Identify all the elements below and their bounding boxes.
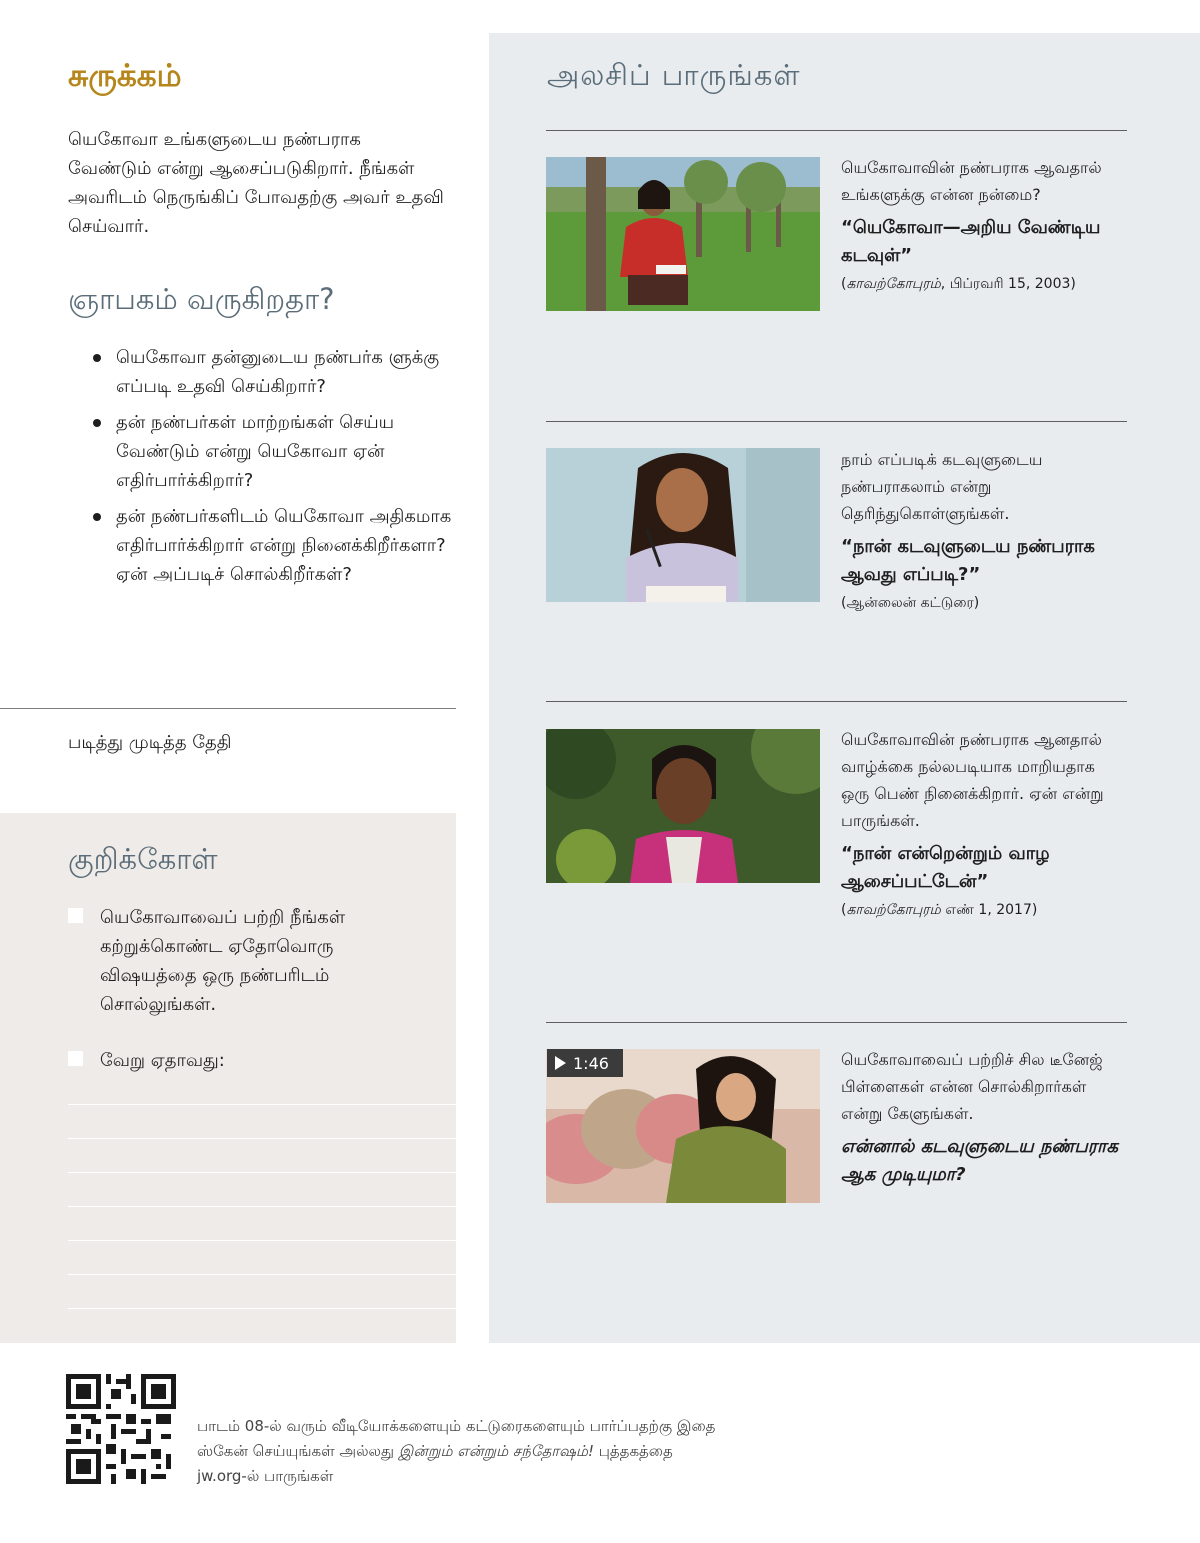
summary-title: சுருக்கம் <box>68 58 182 94</box>
resource-title-link[interactable]: “நான் கடவுளுடைய நண்பராக ஆவது எப்படி?” <box>841 536 1095 585</box>
resource-description: யெகோவாவைப் பற்றிச் சில டீனேஜ் பிள்ளைகள் என்ன சொல்கிறார்கள் என்று கேளுங்கள். <box>841 1050 1103 1123</box>
footer-text <box>197 1414 717 1489</box>
goal-title: குறிக்கோள் <box>68 842 218 876</box>
recall-item: யெகோவா தன்னுடைய நண்பர்க ளுக்கு எப்படி உதவி செய்கிறார்? <box>92 343 452 401</box>
resource-image-woman-orchard[interactable] <box>546 157 820 311</box>
footer-text-part: பாடம் 08-ல் வரும் வீடியோக்களையும் கட்டுரைகளையும் பார்ப்பதற்கு இதை ஸ்கேன் செய்யுங்கள் அல்லது <box>197 1417 716 1460</box>
checkbox-icon[interactable] <box>68 908 83 923</box>
resource-description: யெகோவாவின் நண்பராக ஆனதால் வாழ்க்கை நல்லபடியாக மாறியதாக ஒரு பெண் நினைக்கிறார். ஏன் என்று பாருங்கள். <box>841 730 1104 830</box>
writing-line[interactable] <box>68 1172 456 1173</box>
resource-image-smiling-woman[interactable] <box>546 729 820 883</box>
footer-text-part: புத்தகத்தை jw.org-ல் பாருங்கள் <box>197 1442 673 1485</box>
checkbox-icon[interactable] <box>68 1051 83 1066</box>
goal-panel <box>0 813 456 1343</box>
book-title: இன்றும் என்றும் சந்தோஷம்! <box>398 1442 594 1460</box>
resource-title-link[interactable]: “யெகோவா—அறிய வேண்டிய கடவுள்” <box>841 217 1101 266</box>
recall-item: தன் நண்பர்களிடம் யெகோவா அதிகமாக எதிர்பார்க்கிறார் என்று நினைக்கிறீர்களா? ஏன் அப்படிச் சொல்கிறீர்கள்? <box>92 502 452 589</box>
source-detail: , பிப்ரவரி 15, 2003) <box>940 276 1076 292</box>
recall-item: தன் நண்பர்கள் மாற்றங்கள் செய்ய வேண்டும் என்று யெகோவா ஏன் எதிர்பார்க்கிறார்? <box>92 408 452 495</box>
resource-item <box>841 446 1126 614</box>
goal-item <box>68 903 428 1019</box>
resource-source: (ஆன்லைன் கட்டுரை) <box>841 595 980 611</box>
divider <box>546 1022 1127 1023</box>
writing-line[interactable] <box>68 1138 456 1139</box>
resource-item <box>841 154 1126 295</box>
resource-image-woman-reading[interactable] <box>546 448 820 602</box>
goal-item-text: வேறு ஏதாவது: <box>100 1050 225 1071</box>
video-play-button[interactable] <box>547 1049 623 1077</box>
source-publication: காவற்கோபுரம் <box>846 902 941 918</box>
resource-description: யெகோவாவின் நண்பராக ஆவதால் உங்களுக்கு என்ன நன்மை? <box>841 158 1102 204</box>
writing-line[interactable] <box>68 1104 456 1105</box>
video-duration: 1:46 <box>573 1053 609 1073</box>
resource-item <box>841 1046 1126 1189</box>
writing-line[interactable] <box>68 1240 456 1241</box>
source-detail: எண் 1, 2017) <box>940 902 1038 918</box>
explore-title: அலசிப் பாருங்கள் <box>547 58 801 92</box>
goal-item-text: யெகோவாவைப் பற்றி நீங்கள் கற்றுக்கொண்ட ஏதோவொரு விஷயத்தை ஒரு நண்பரிடம் சொல்லுங்கள். <box>100 907 346 1015</box>
play-icon <box>555 1056 566 1070</box>
goal-item <box>68 1046 428 1075</box>
resource-title-link[interactable]: “நான் என்றென்றும் வாழ ஆசைப்பட்டேன்” <box>841 843 1050 892</box>
recall-list <box>92 343 452 596</box>
divider <box>546 130 1127 131</box>
qr-code[interactable] <box>66 1374 176 1484</box>
summary-text: யெகோவா உங்களுடைய நண்பராக வேண்டும் என்று ஆசைப்படுகிறார். நீங்கள் அவரிடம் நெருங்கிப் போவதற்கு அவர் உதவி செய்வார். <box>68 129 444 237</box>
resource-title-link[interactable]: என்னால் கடவுளுடைய நண்பராக ஆக முடியுமா? <box>841 1136 1118 1185</box>
divider <box>0 708 456 709</box>
recall-title: ஞாபகம் வருகிறதா? <box>68 282 335 316</box>
divider <box>546 701 1127 702</box>
resource-item <box>841 726 1126 921</box>
source-publication: காவற்கோபுரம் <box>846 276 941 292</box>
resource-source: (காவற்கோபுரம், பிப்ரவரி 15, 2003) <box>841 276 1076 292</box>
resource-description: நாம் எப்படிக் கடவுளுடைய நண்பராகலாம் என்று தெரிந்துகொள்ளுங்கள். <box>841 450 1043 523</box>
writing-line[interactable] <box>68 1206 456 1207</box>
writing-line[interactable] <box>68 1308 456 1309</box>
divider <box>546 421 1127 422</box>
writing-line[interactable] <box>68 1274 456 1275</box>
completion-date-label: படித்து முடித்த தேதி <box>68 732 232 753</box>
resource-source: (காவற்கோபுரம் எண் 1, 2017) <box>841 902 1038 918</box>
